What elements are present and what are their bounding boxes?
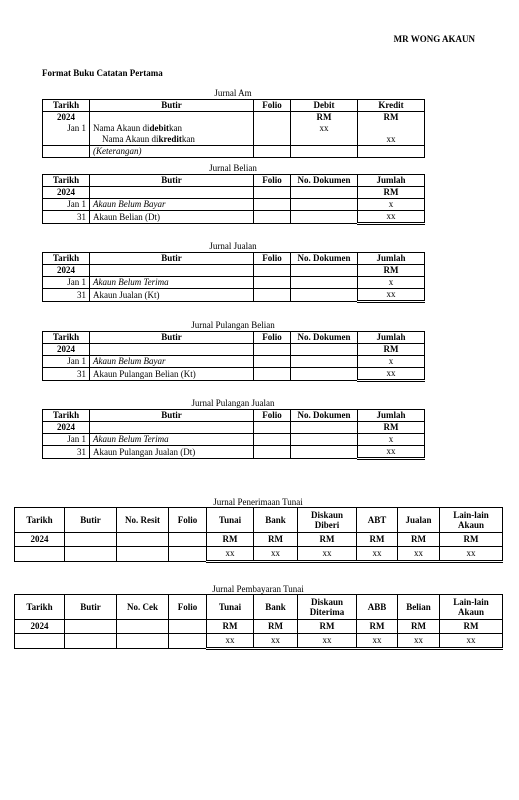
total-cell: xx: [254, 634, 298, 649]
date-cell: 31: [43, 368, 90, 381]
jurnal-pulangan-jualan-title: Jurnal Pulangan Jualan: [191, 398, 275, 408]
jurnal-pulangan-belian-table: [42, 331, 425, 382]
jurnal-pulangan-jualan-table: [42, 409, 425, 460]
currency-cell: RM: [358, 344, 425, 356]
item-cell: Akaun Pulangan Belian (Kt): [90, 368, 254, 381]
total-cell: xx: [358, 211, 425, 224]
currency-cell: RM: [440, 620, 503, 634]
amount-cell: x: [358, 434, 425, 446]
col-diskaun-diterima: Diskaun Diterima: [298, 595, 357, 620]
item-cell: Akaun Belum Terima: [90, 434, 254, 446]
total-cell: xx: [298, 547, 357, 562]
col-tarikh: Tarikh: [43, 100, 90, 112]
total-cell: xx: [254, 547, 298, 562]
date-cell: 31: [43, 289, 90, 302]
col-folio: Folio: [254, 100, 291, 112]
col-tarikh: Tarikh: [43, 175, 90, 187]
total-cell: xx: [298, 634, 357, 649]
total-cell: xx: [207, 547, 254, 562]
col-tarikh: Tarikh: [43, 253, 90, 265]
col-lain-lain-akaun: Lain-lain Akaun: [440, 595, 503, 620]
col-jumlah: Jumlah: [358, 253, 425, 265]
item-cell: Akaun Belum Bayar: [90, 356, 254, 368]
col-jumlah: Jumlah: [358, 410, 425, 422]
col-folio: Folio: [254, 410, 291, 422]
col-no-dokumen: No. Dokumen: [291, 332, 358, 344]
col-bank: Bank: [254, 595, 298, 620]
page-subtitle: Format Buku Catatan Pertama: [42, 68, 163, 78]
date-cell: Jan 1: [43, 277, 90, 289]
item-cell: Akaun Belum Bayar: [90, 199, 254, 211]
currency-cell: RM: [358, 112, 425, 124]
currency-cell: RM: [357, 620, 398, 634]
currency-cell: RM: [207, 533, 254, 547]
total-cell: xx: [440, 547, 503, 562]
col-folio: Folio: [254, 332, 291, 344]
year-cell: 2024: [43, 422, 90, 434]
amount-cell: x: [358, 356, 425, 368]
jurnal-am-title: Jurnal Am: [214, 88, 252, 98]
currency-cell: RM: [398, 533, 440, 547]
currency-cell: RM: [207, 620, 254, 634]
currency-cell: RM: [358, 187, 425, 199]
currency-cell: RM: [298, 620, 357, 634]
date-cell: Jan 1: [43, 356, 90, 368]
col-jualan: Jualan: [398, 508, 440, 533]
jurnal-jualan-table: [42, 252, 425, 303]
date-cell: 31: [43, 211, 90, 224]
col-abt: ABT: [357, 508, 398, 533]
item-cell: Akaun Pulangan Jualan (Dt): [90, 446, 254, 459]
note-cell: (Keterangan): [90, 146, 254, 158]
debit-line: Nama Akaun didebitkan: [90, 123, 254, 134]
total-cell: xx: [398, 634, 440, 649]
date-cell: Jan 1: [43, 434, 90, 446]
total-cell: xx: [358, 446, 425, 459]
col-jumlah: Jumlah: [358, 175, 425, 187]
col-tarikh: Tarikh: [15, 508, 65, 533]
credit-line: Nama Akaun dikreditkan: [90, 134, 254, 146]
col-tarikh: Tarikh: [43, 410, 90, 422]
total-cell: xx: [440, 634, 503, 649]
year-cell: 2024: [43, 112, 90, 124]
col-butir: Butir: [90, 253, 254, 265]
jurnal-pembayaran-tunai-table: [14, 594, 503, 650]
col-diskaun-diberi: Diskaun Diberi: [298, 508, 357, 533]
jurnal-pembayaran-tunai-title: Jurnal Pembayaran Tunai: [212, 584, 304, 594]
currency-cell: RM: [357, 533, 398, 547]
item-cell: Akaun Jualan (Kt): [90, 289, 254, 302]
col-butir: Butir: [90, 175, 254, 187]
jurnal-am-table: [42, 99, 425, 158]
col-folio: Folio: [254, 175, 291, 187]
date-cell: Jan 1: [43, 199, 90, 211]
col-no-cek: No. Cek: [117, 595, 169, 620]
col-butir: Butir: [90, 100, 254, 112]
total-cell: xx: [398, 547, 440, 562]
year-cell: 2024: [15, 533, 65, 547]
page-header: MR WONG AKAUN: [393, 34, 475, 44]
jurnal-penerimaan-tunai-table: [14, 507, 503, 563]
year-cell: 2024: [43, 344, 90, 356]
total-cell: xx: [207, 634, 254, 649]
col-tunai: Tunai: [207, 595, 254, 620]
debit-amount: xx: [291, 123, 358, 134]
col-tarikh: Tarikh: [15, 595, 65, 620]
date-cell: 31: [43, 446, 90, 459]
currency-cell: RM: [358, 265, 425, 277]
jurnal-penerimaan-tunai-title: Jurnal Penerimaan Tunai: [213, 497, 303, 507]
item-cell: Akaun Belian (Dt): [90, 211, 254, 224]
col-no-resit: No. Resit: [117, 508, 169, 533]
col-butir: Butir: [65, 595, 117, 620]
currency-cell: RM: [398, 620, 440, 634]
jurnal-pulangan-belian-title: Jurnal Pulangan Belian: [191, 320, 275, 330]
col-abb: ABB: [357, 595, 398, 620]
col-folio: Folio: [169, 508, 207, 533]
col-folio: Folio: [254, 253, 291, 265]
amount-cell: x: [358, 199, 425, 211]
col-butir: Butir: [90, 332, 254, 344]
col-jumlah: Jumlah: [358, 332, 425, 344]
col-belian: Belian: [398, 595, 440, 620]
amount-cell: x: [358, 277, 425, 289]
item-cell: Akaun Belum Terima: [90, 277, 254, 289]
jurnal-belian-title: Jurnal Belian: [209, 163, 257, 173]
currency-cell: RM: [298, 533, 357, 547]
total-cell: xx: [357, 547, 398, 562]
col-no-dokumen: No. Dokumen: [291, 175, 358, 187]
date-cell: Jan 1: [43, 123, 90, 134]
total-cell: xx: [357, 634, 398, 649]
col-lain-lain-akaun: Lain-lain Akaun: [440, 508, 503, 533]
col-no-dokumen: No. Dokumen: [291, 410, 358, 422]
year-cell: 2024: [15, 620, 65, 634]
year-cell: 2024: [43, 187, 90, 199]
col-butir: Butir: [90, 410, 254, 422]
currency-cell: RM: [440, 533, 503, 547]
currency-cell: RM: [254, 533, 298, 547]
col-kredit: Kredit: [358, 100, 425, 112]
col-bank: Bank: [254, 508, 298, 533]
col-no-dokumen: No. Dokumen: [291, 253, 358, 265]
currency-cell: RM: [254, 620, 298, 634]
currency-cell: RM: [358, 422, 425, 434]
currency-cell: RM: [291, 112, 358, 124]
col-tunai: Tunai: [207, 508, 254, 533]
total-cell: xx: [358, 289, 425, 302]
col-folio: Folio: [169, 595, 207, 620]
col-debit: Debit: [291, 100, 358, 112]
credit-amount: xx: [358, 134, 425, 146]
jurnal-belian-table: [42, 174, 425, 225]
col-butir: Butir: [65, 508, 117, 533]
jurnal-jualan-title: Jurnal Jualan: [209, 241, 257, 251]
total-cell: xx: [358, 368, 425, 381]
col-tarikh: Tarikh: [43, 332, 90, 344]
year-cell: 2024: [43, 265, 90, 277]
